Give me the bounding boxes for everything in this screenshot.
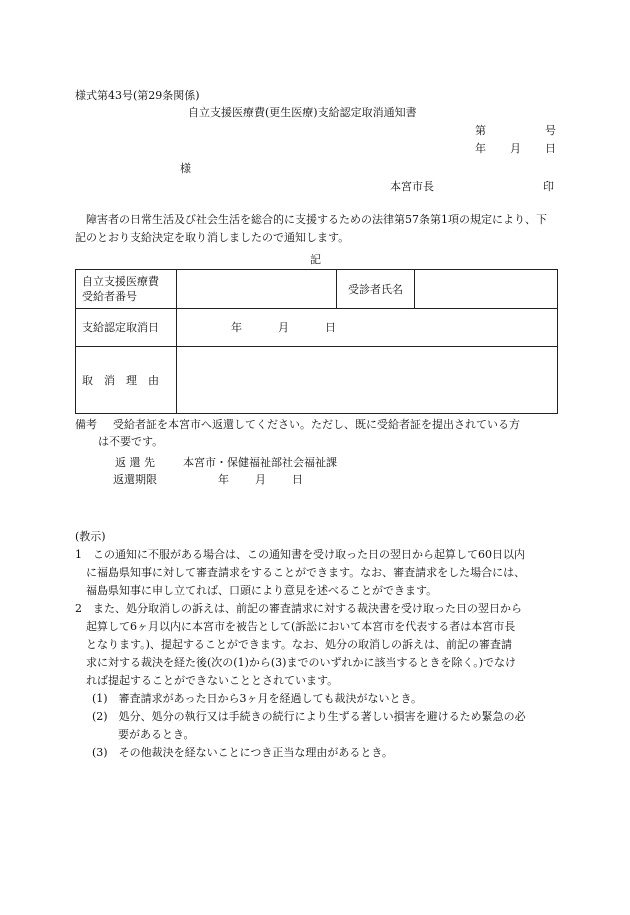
number-prefix: 第 (475, 124, 486, 137)
date-day: 日 (545, 142, 556, 155)
revocation-date-day: 日 (325, 321, 336, 334)
notice-sub3: (3) その他裁決を経ないことにつき正当な理由があるとき。 (92, 746, 393, 759)
remarks-text-line1: 受給者証を本宮市へ返還してください。ただし、既に受給者証を提出されている方 (113, 418, 520, 431)
patient-name-label: 受診者氏名 (337, 270, 415, 309)
return-to-label: 返 還 先 (115, 456, 155, 469)
patient-name-value (415, 270, 558, 309)
recipient-number-label-line2: 受給者番号 (82, 290, 137, 303)
notice-item1-line3: 福島県知事に申し立てれば、口頭により意見を述べることができます。 (86, 584, 438, 597)
notice-item1-line1: 1 この通知に不服がある場合は、この通知書を受け取った日の翌日から起算して60日以内 (75, 548, 525, 561)
return-deadline-month: 月 (255, 473, 266, 486)
body-text: 障害者の日常生活及び社会生活を総合的に支援するための法律第57条第1項の規定により、下記のとおり支給決定を取り消しましたので通知します。 (75, 213, 547, 244)
revocation-date-label: 支給認定取消日 (76, 309, 177, 347)
notice-item2-line2: 起算して6ヶ月以内に本宮市を被告として(訴訟において本宮市を代表する者は本宮市長 (86, 620, 516, 633)
remarks-text-line2: は不要です。 (98, 435, 164, 448)
notice-sub2-line1: (2) 処分、処分の執行又は手続きの続行により生ずる著しい損害を避けるため緊急の必 (92, 710, 526, 723)
recipient-number-label-line1: 自立支援医療費 (82, 275, 159, 288)
return-deadline-label: 返還期限 (113, 473, 157, 486)
notice-sub2-line2: 要があるとき。 (118, 728, 195, 741)
addressee-suffix: 様 (180, 162, 191, 175)
reason-value (177, 347, 558, 414)
recipient-number-label (76, 270, 177, 309)
number-suffix: 号 (545, 124, 556, 137)
return-deadline-day: 日 (292, 473, 303, 486)
notice-item2-line1: 2 また、処分取消しの訴えは、前記の審査請求に対する裁決書を受け取った日の翌日から (75, 602, 522, 615)
notice-item2-line3: となります。)、提起することができます。なお、処分の取消しの訴えは、前記の審査請 (86, 638, 513, 651)
form-number: 様式第43号(第29条関係) (75, 89, 200, 102)
revocation-table (75, 269, 558, 414)
notice-item1-line2: に福島県知事に対して審査請求をすることができます。なお、審査請求をした場合には、 (86, 566, 526, 579)
revocation-date-value (177, 309, 558, 347)
return-deadline-year: 年 (218, 473, 229, 486)
revocation-date-year: 年 (231, 321, 242, 334)
notice-sub1: (1) 審査請求があった日から3ヶ月を経過しても裁決がないとき。 (92, 692, 423, 705)
ki-heading: 記 (310, 253, 321, 266)
document-title: 自立支援医療費(更生医療)支給認定取消通知書 (188, 106, 417, 119)
notice-item2-line4: 求に対する裁決を経た後(次の(1)から(3)までのいずれかに該当するときを除く。)でなけ (86, 656, 517, 669)
date-month: 月 (510, 142, 521, 155)
seal-mark: 印 (543, 180, 554, 193)
return-to-value: 本宮市・保健福祉部社会福祉課 (183, 456, 337, 469)
recipient-number-value (177, 270, 337, 309)
remarks-label: 備考 (75, 418, 97, 431)
reason-label: 取 消 理 由 (76, 347, 177, 414)
date-year: 年 (475, 142, 486, 155)
notice-item2-line5: れば提起することができないこととされています。 (86, 674, 339, 687)
notice-heading: (教示) (75, 530, 106, 543)
revocation-date-month: 月 (278, 321, 289, 334)
issuer: 本宮市長 (390, 180, 434, 193)
